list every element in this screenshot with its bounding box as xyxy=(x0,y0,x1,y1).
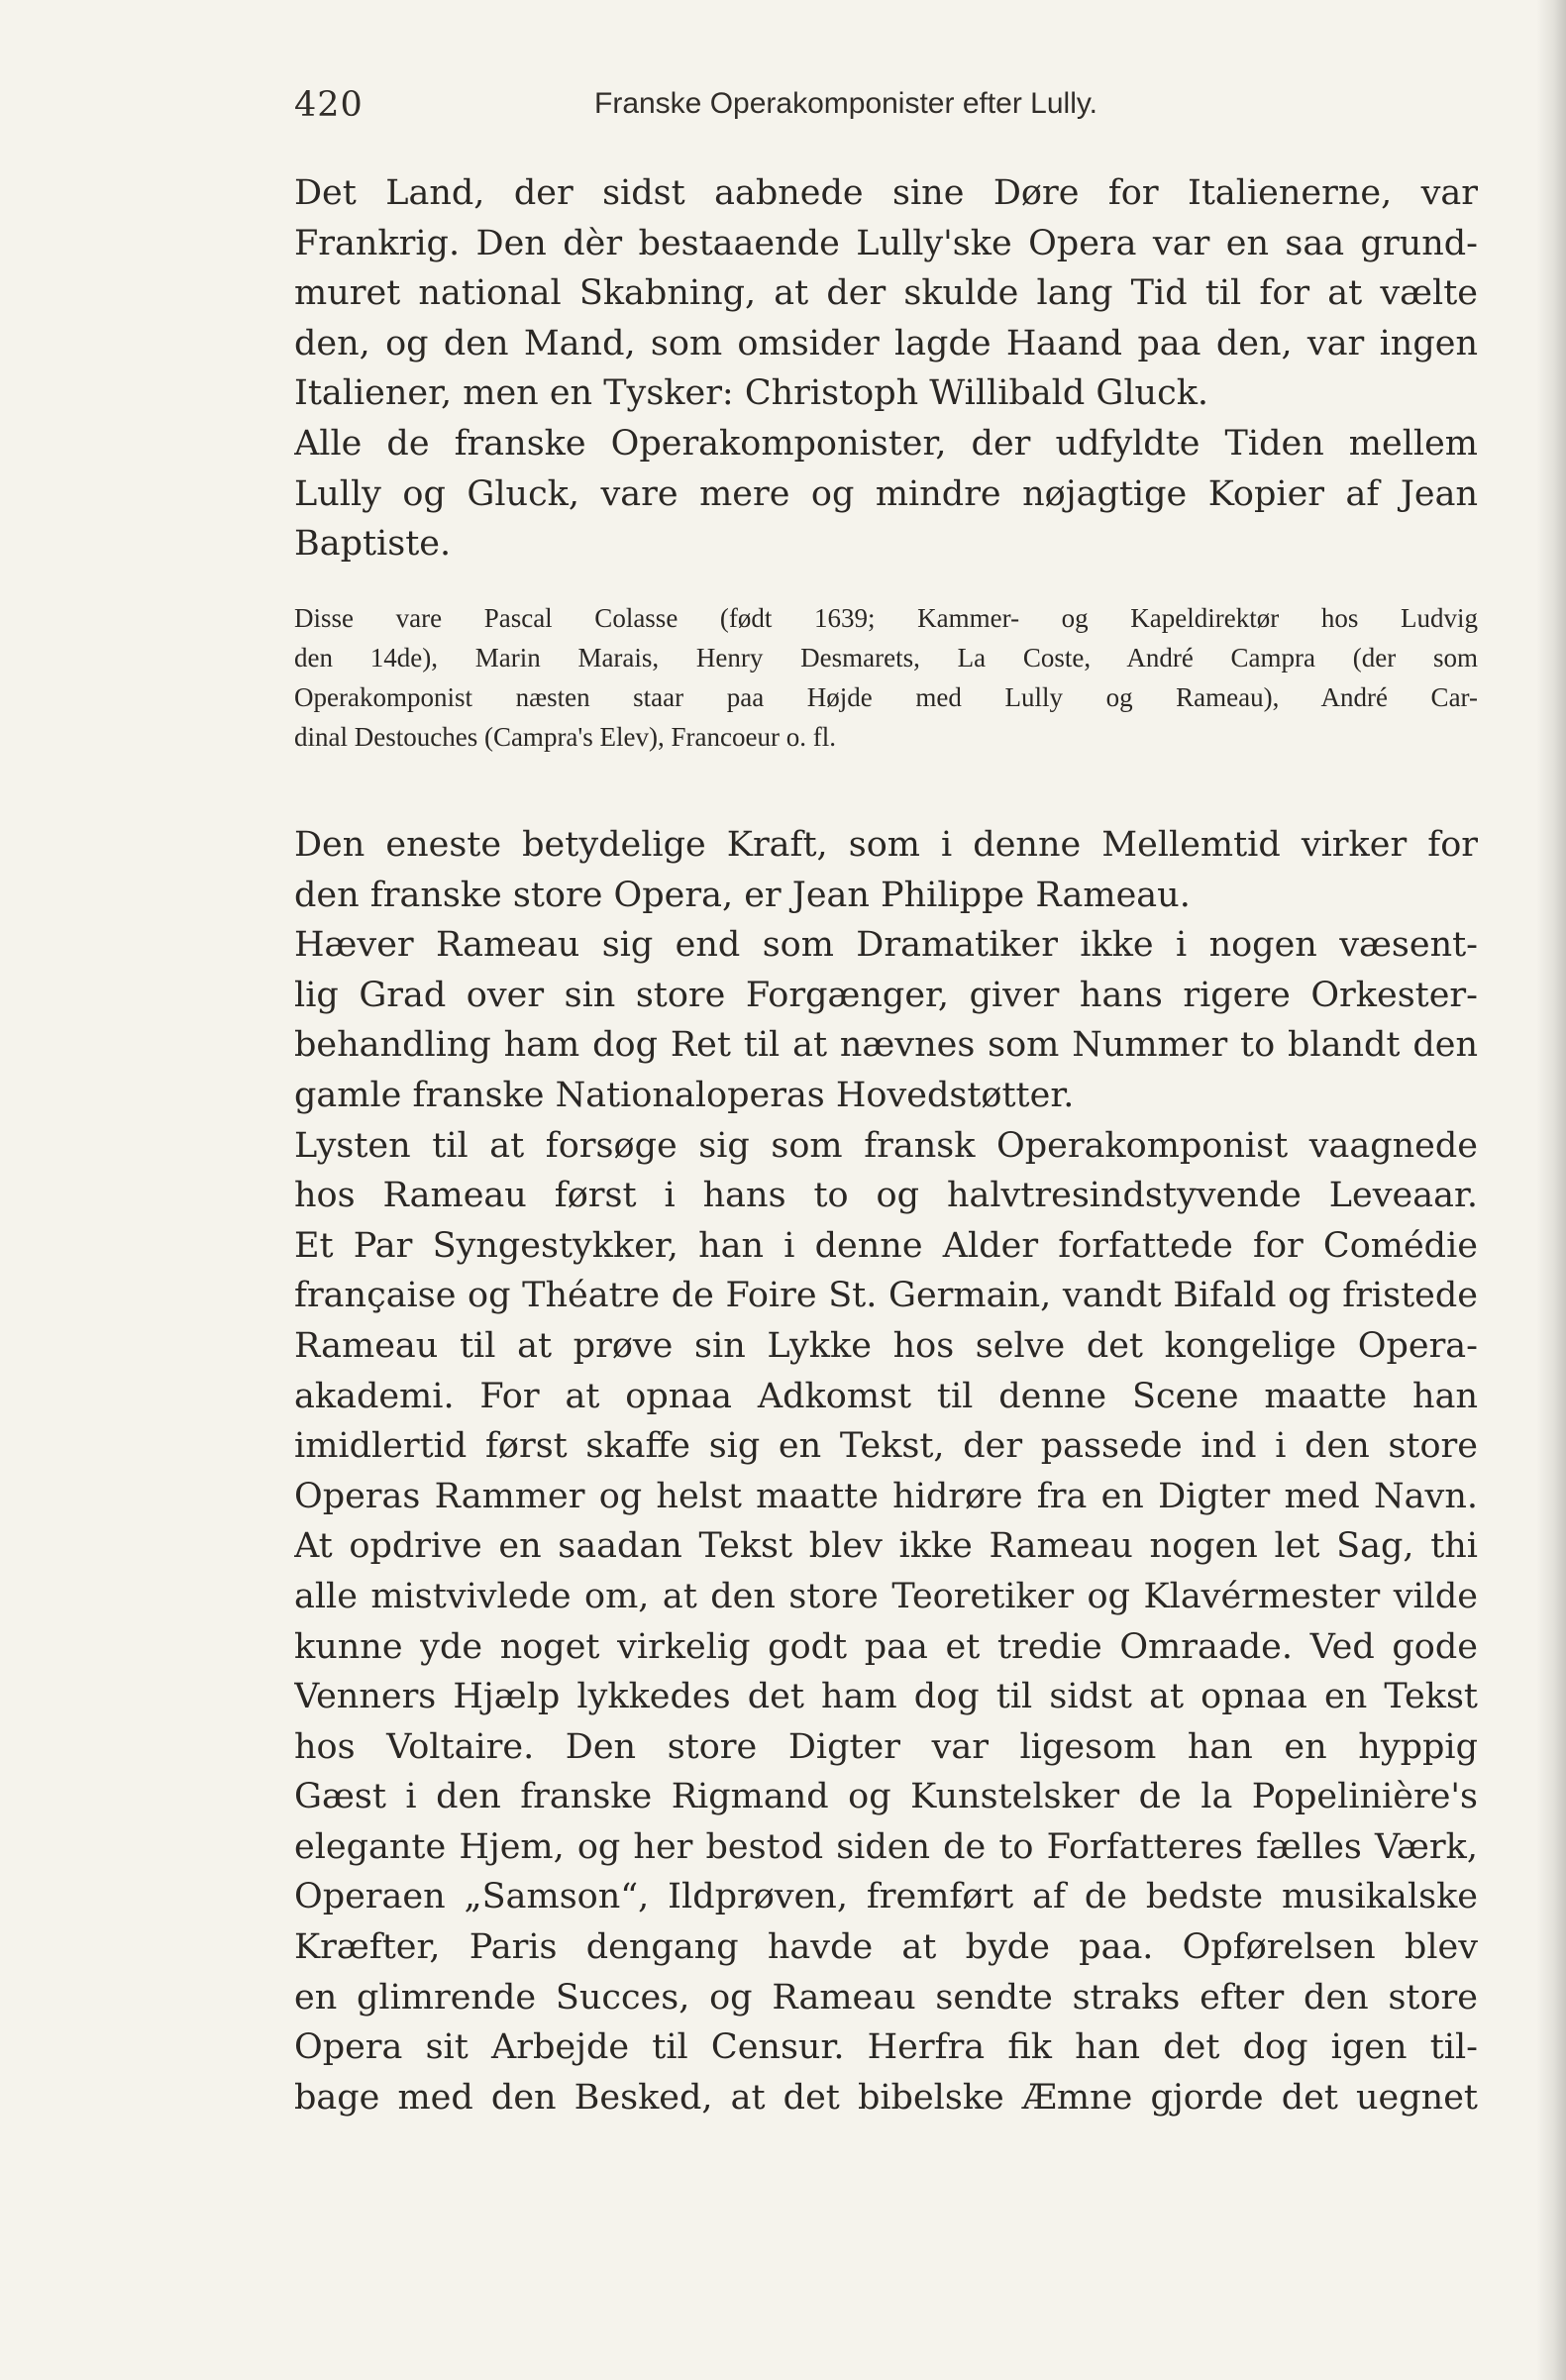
text-line: Lysten til at forsøge sig som fransk Operakomponist vaagnede xyxy=(294,1125,1478,1166)
page-header xyxy=(294,77,1478,139)
paragraph-opening xyxy=(294,168,1478,569)
page-edge-shadow xyxy=(1536,0,1566,2380)
text-line: Opera sit Arbejde til Censur. Herfra fik han det dog igen til- xyxy=(294,2027,1478,2068)
paragraph-rameau xyxy=(294,820,1478,2122)
main-text-block-2 xyxy=(294,820,1478,2127)
text-line: Kræfter, Paris dengang havde at byde paa. Opførelsen blev xyxy=(294,1927,1478,1968)
footnote-line: dinal Destouches (Campra's Elev), Francoeur o. fl. xyxy=(294,722,836,752)
text-line: behandling ham dog Ret til at nævnes som Nummer to blandt den xyxy=(294,1025,1478,1066)
text-line: muret national Skabning, at der skulde lang Tid til for at vælte xyxy=(294,273,1478,314)
text-line: hos Rameau først i hans to og halvtresindstyvende Leveaar. xyxy=(294,1176,1478,1216)
text-line: alle mistvivlede om, at den store Teoretiker og Klavérmester vilde xyxy=(294,1576,1478,1616)
text-line: Hæver Rameau sig end som Dramatiker ikke i nogen væsent- xyxy=(294,925,1478,966)
footnote-block xyxy=(294,598,1478,781)
text-line: gamle franske Nationaloperas Hovedstøtter. xyxy=(294,1075,1075,1115)
text-line: Alle de franske Operakomponister, der udfyldte Tiden mellem xyxy=(294,423,1478,464)
text-line: den franske store Opera, er Jean Philippe Rameau. xyxy=(294,875,1191,915)
text-line: akademi. For at opnaa Adkomst til denne Scene maatte han xyxy=(294,1376,1478,1416)
text-line: elegante Hjem, og her bestod siden de to Forfatteres fælles Værk, xyxy=(294,1826,1478,1867)
footnote-paragraph xyxy=(294,598,1478,757)
footnote-line: den 14de), Marin Marais, Henry Desmarets, La Coste, André Campra (der som xyxy=(294,643,1478,673)
text-line: Operaen „Samson“, Ildprøven, fremført af de bedste musikalske xyxy=(294,1877,1478,1917)
text-line: Et Par Syngestykker, han i denne Alder forfattede for Comédie xyxy=(294,1225,1478,1266)
text-line: kunne yde noget virkelig godt paa et tredie Omraade. Ved gode xyxy=(294,1626,1478,1667)
text-line: den, og den Mand, som omsider lagde Haand paa den, var ingen xyxy=(294,323,1478,363)
text-line: Rameau til at prøve sin Lykke hos selve det kongelige Opera- xyxy=(294,1325,1478,1366)
text-line: Frankrig. Den dèr bestaaende Lully'ske Opera var en saa grund- xyxy=(294,223,1478,263)
text-line: bage med den Besked, at det bibelske Æmne gjorde det uegnet xyxy=(294,2077,1478,2118)
text-line: Den eneste betydelige Kraft, som i denne Mellemtid virker for xyxy=(294,825,1478,865)
text-line: imidlertid først skaffe sig en Tekst, der passede ind i den store xyxy=(294,1426,1478,1467)
text-line: Det Land, der sidst aabnede sine Døre for Italienerne, var xyxy=(294,173,1478,213)
text-line: Lully og Gluck, vare mere og mindre nøjagtige Kopier af Jean xyxy=(294,473,1478,514)
main-text-block-1 xyxy=(294,168,1478,571)
page-number: 420 xyxy=(294,85,364,125)
text-line: hos Voltaire. Den store Digter var ligesom han en hyppig xyxy=(294,1726,1478,1767)
text-line: Italiener, men en Tysker: Christoph Willibald Gluck. xyxy=(294,373,1209,414)
text-line: en glimrende Succes, og Rameau sendte straks efter den store xyxy=(294,1977,1478,2018)
text-line: Operas Rammer og helst maatte hidrøre fra en Digter med Navn. xyxy=(294,1476,1478,1516)
text-line: Gæst i den franske Rigmand og Kunstelsker de la Popelinière's xyxy=(294,1777,1478,1817)
text-line: lig Grad over sin store Forgænger, giver hans rigere Orkester- xyxy=(294,975,1478,1015)
text-line: française og Théatre de Foire St. Germain, vandt Bifald og fristede xyxy=(294,1276,1478,1316)
running-head: Franske Operakomponister efter Lully. xyxy=(594,87,1097,120)
text-line: Baptiste. xyxy=(294,524,452,565)
text-line: Venners Hjælp lykkedes det ham dog til sidst at opnaa en Tekst xyxy=(294,1677,1478,1717)
footnote-line: Operakomponist næsten staar paa Højde med Lully og Rameau), André Car- xyxy=(294,682,1478,712)
text-line: At opdrive en saadan Tekst blev ikke Rameau nogen let Sag, thi xyxy=(294,1526,1478,1567)
footnote-line: Disse vare Pascal Colasse (født 1639; Kammer- og Kapeldirektør hos Ludvig xyxy=(294,603,1478,633)
